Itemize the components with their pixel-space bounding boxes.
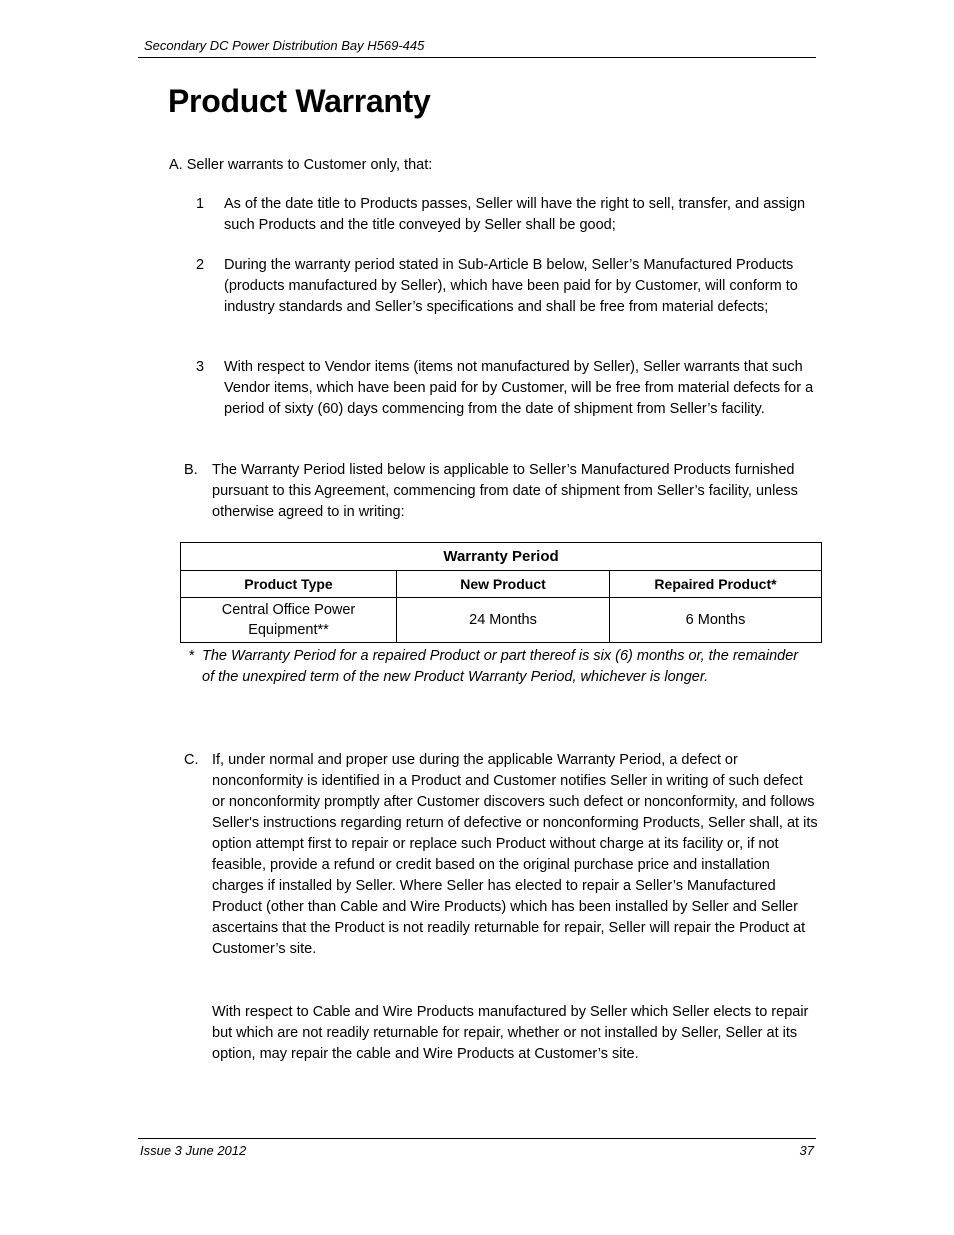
header-text: Secondary DC Power Distribution Bay H569-445 — [144, 38, 425, 53]
page-title: Product Warranty — [168, 83, 431, 119]
section-a-intro: A. Seller warrants to Customer only, that: — [169, 157, 433, 173]
footnote-text: The Warranty Period for a repaired Product or part thereof is six (6) months or, the remainder of the unexpired term of the new Product Warranty Period, whichever is longer. — [202, 648, 799, 685]
column-header: New Product — [397, 571, 610, 598]
item-number: 3 — [196, 359, 205, 375]
footnote-star: * — [189, 648, 195, 664]
item-text: During the warranty period stated in Sub-Article B below, Seller’s Manufactured Products (products manufactured by Seller), which have been paid for by Customer, will conform to industry standards and Seller’s specifications and shall be free from material defects; — [224, 257, 798, 315]
warranty-table — [180, 542, 822, 643]
table-cell: 6 Months — [610, 598, 822, 643]
table-title: Warranty Period — [181, 543, 822, 571]
section-c-text-2: With respect to Cable and Wire Products manufactured by Seller which Seller elects to repair but which are not readily returnable for repair, whether or not installed by Seller, Seller at its option, may repair the cable and Wire Products at Customer’s site. — [212, 1004, 809, 1062]
table-cell: 24 Months — [397, 598, 610, 643]
page-footer — [138, 1138, 816, 1163]
column-header: Product Type — [181, 571, 397, 598]
table-row — [181, 598, 822, 643]
section-b-text: The Warranty Period listed below is applicable to Seller’s Manufactured Products furnished pursuant to this Agreement, commencing from date of shipment from Seller’s facility, unless otherwise agreed to in writing: — [212, 462, 798, 520]
section-c-text: If, under normal and proper use during the applicable Warranty Period, a defect or nonconformity is identified in a Product and Customer notifies Seller in writing of such defect or nonconformity promptly after Customer discovers such defect or nonconformity, and follows Seller's instructions regarding return of defective or nonconforming Products, Seller shall, at its option attempt first to repair or replace such Product without charge at its facility or, if not feasible, provide a refund or credit based on the original purchase price and installation charges if installed by Seller. Where Seller has elected to repair a Seller’s Manufactured Product (other than Cable and Wire Products) which has been installed by Seller and Seller ascertains that the Product is not readily returnable for repair, Seller will repair the Product at Customer’s site. — [212, 752, 818, 957]
table-cell: Central Office Power Equipment** — [181, 598, 397, 643]
item-text: As of the date title to Products passes, Seller will have the right to sell, transfer, and assign such Products and the title conveyed by Seller shall be good; — [224, 196, 806, 233]
page-number: 37 — [799, 1143, 814, 1158]
page-header — [138, 36, 816, 58]
item-text: With respect to Vendor items (items not manufactured by Seller), Seller warrants that such Vendor items, which have been paid for by Customer, will be free from material defects for a period of sixty (60) days commencing from the date of shipment from Seller’s facility. — [224, 359, 814, 417]
item-number: 2 — [196, 257, 205, 273]
section-c-label: C. — [184, 752, 199, 768]
item-number: 1 — [196, 196, 205, 212]
footer-issue: Issue 3 June 2012 — [140, 1143, 247, 1158]
section-b-label: B. — [184, 462, 198, 478]
column-header: Repaired Product* — [610, 571, 822, 598]
